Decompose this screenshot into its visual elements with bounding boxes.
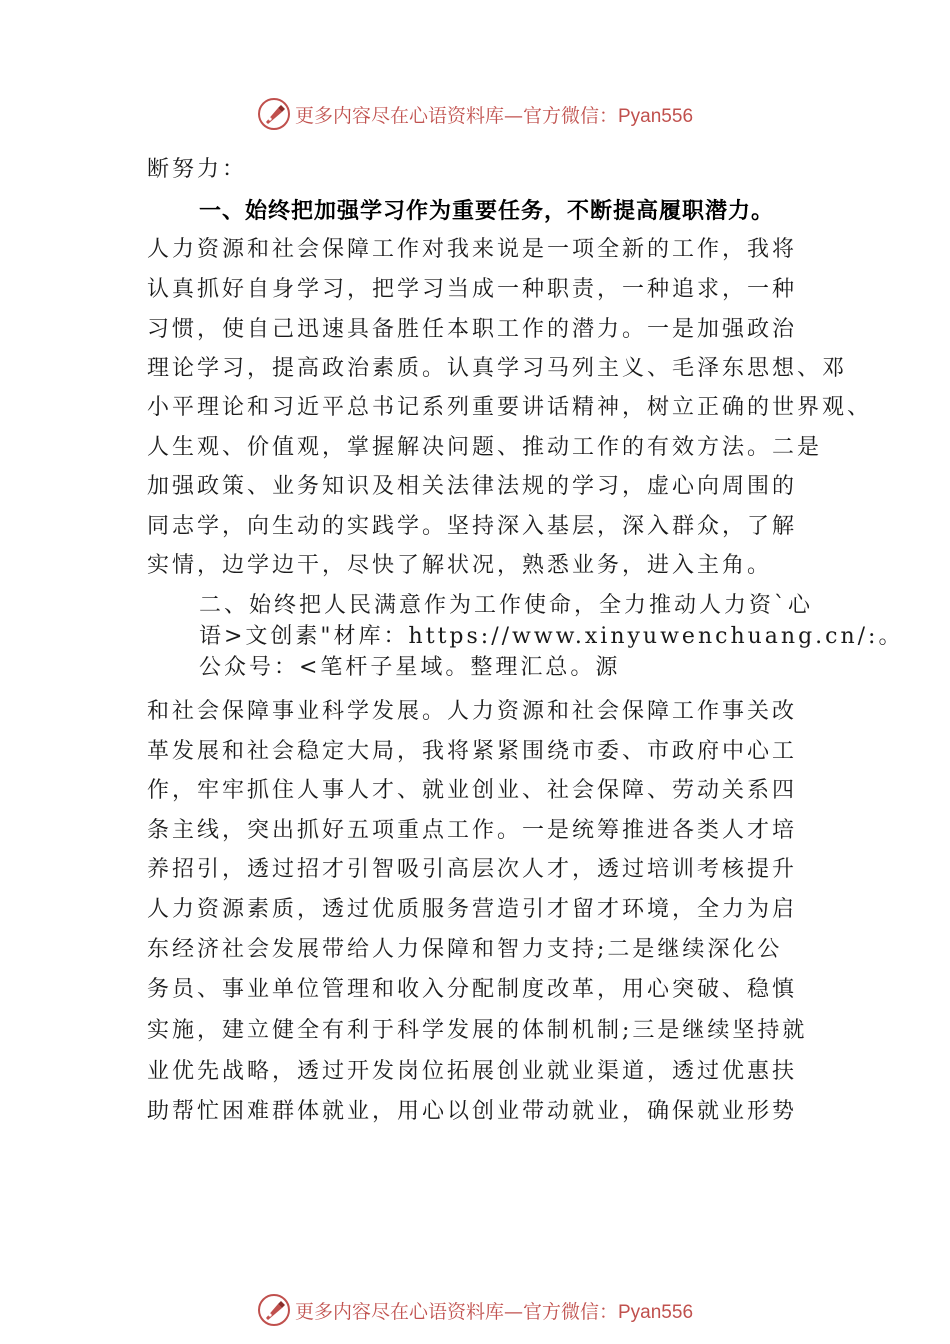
body-line: 同志学，向生动的实践学。坚持深入基层，深入群众，了解 [147,514,798,539]
body-line: 习惯，使自己迅速具备胜任本职工作的潜力。一是加强政治 [147,317,798,342]
body-line: 实情，边学边干，尽快了解状况，熟悉业务，进入主角。 [147,553,773,578]
body-line: 认真抓好自身学习，把学习当成一种职责，一种追求，一种 [147,277,798,302]
watermark-line: 公众号：<笔杆子星域。整理汇总。源 [199,655,621,680]
pen-nib-logo-icon [257,97,291,131]
body-line: 人力资源素质，透过优质服务营造引才留才环境，全力为启 [147,897,798,922]
banner-wechat-text: 官方微信：Pyan556 [523,1301,694,1323]
footer-banner [0,1290,950,1330]
header-banner [0,94,950,134]
body-line: 小平理论和习近平总书记系列重要讲话精神，树立正确的世界观、 [147,395,873,420]
body-line: 人生观、价值观，掌握解决问题、推动工作的有效方法。二是 [147,435,823,460]
body-line: 实施，建立健全有利于科学发展的体制机制;三是继续坚持就 [147,1018,808,1043]
body-line: 理论学习，提高政治素质。认真学习马列主义、毛泽东思想、邓 [147,356,848,381]
watermark-line: 语>文创素"材库：https://www.xinyuwenchuang.cn/:。 [199,624,904,649]
banner-library-text: 更多内容尽在心语资料库— [294,104,523,127]
banner-wechat-text: 官方微信：Pyan556 [523,105,694,127]
section-heading-2: 二、始终把人民满意作为工作使命，全力推动人力资`心 [199,593,814,618]
body-line: 业优先战略，透过开发岗位拓展创业就业渠道，透过优惠扶 [147,1059,798,1084]
body-line: 条主线，突出抓好五项重点工作。一是统筹推进各类人才培 [147,818,798,843]
banner-library-text: 更多内容尽在心语资料库— [294,1300,523,1323]
body-line: 作，牢牢抓住人事人才、就业创业、社会保障、劳动关系四 [147,778,798,803]
body-line: 助帮忙困难群体就业，用心以创业带动就业，确保就业形势 [147,1099,798,1124]
body-line: 务员、事业单位管理和收入分配制度改革，用心突破、稳慎 [147,977,798,1002]
body-line: 和社会保障事业科学发展。人力资源和社会保障工作事关改 [147,699,798,724]
body-line: 人力资源和社会保障工作对我来说是一项全新的工作，我将 [147,237,798,262]
body-line: 东经济社会发展带给人力保障和智力支持;二是继续深化公 [147,937,783,962]
section-heading-1: 一、始终把加强学习作为重要任务，不断提高履职潜力。 [199,199,775,224]
body-line: 养招引，透过招才引智吸引高层次人才，透过培训考核提升 [147,857,798,882]
body-line: 断努力： [147,157,248,182]
body-line: 加强政策、业务知识及相关法律法规的学习，虚心向周围的 [147,474,798,499]
body-line: 革发展和社会稳定大局，我将紧紧围绕市委、市政府中心工 [147,739,798,764]
pen-nib-logo-icon [257,1293,291,1327]
